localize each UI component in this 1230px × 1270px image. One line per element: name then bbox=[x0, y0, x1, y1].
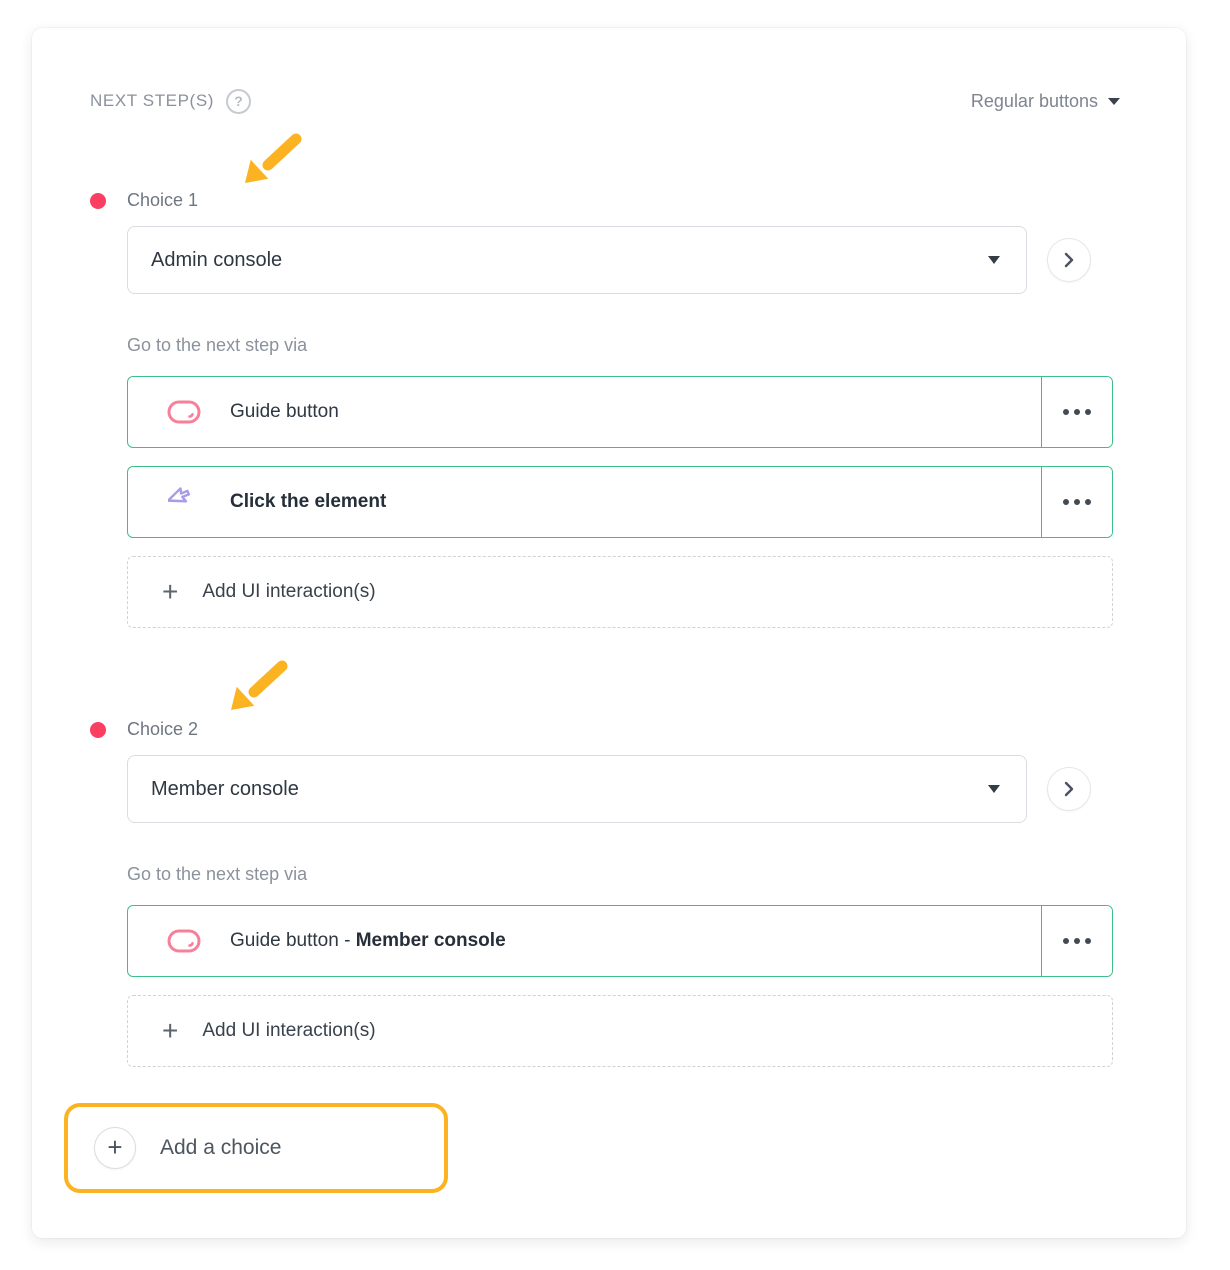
annotation-arrow-icon bbox=[224, 658, 290, 716]
add-ui-interaction-label: Add UI interaction(s) bbox=[202, 581, 376, 602]
choice-1-header bbox=[90, 190, 1186, 211]
interaction-label: Guide button - bbox=[230, 930, 356, 951]
interaction-label-bold: Click the element bbox=[230, 491, 387, 512]
next-steps-panel bbox=[32, 28, 1186, 1238]
choice-dot-icon bbox=[90, 722, 106, 738]
add-ui-interaction-label: Add UI interaction(s) bbox=[202, 1020, 376, 1041]
chevron-down-icon bbox=[988, 256, 1000, 264]
view-mode-label: Regular buttons bbox=[970, 90, 1098, 111]
view-mode-dropdown[interactable] bbox=[971, 91, 1120, 112]
more-options-button[interactable] bbox=[1041, 906, 1112, 976]
ellipsis-icon bbox=[1063, 938, 1091, 944]
choice-2-header bbox=[90, 719, 1186, 740]
chevron-right-icon bbox=[1058, 249, 1080, 271]
more-options-button[interactable] bbox=[1041, 467, 1112, 537]
choice-1-destination-select[interactable] bbox=[127, 226, 1027, 294]
choice-2-destination-select[interactable] bbox=[127, 755, 1027, 823]
interaction-guide-button[interactable] bbox=[128, 377, 1041, 447]
interaction-row-guide-button bbox=[127, 376, 1113, 448]
choice-1-destination-value: Admin console bbox=[151, 248, 283, 271]
ellipsis-icon bbox=[1063, 499, 1091, 505]
add-ui-interaction-button[interactable] bbox=[127, 556, 1113, 628]
guide-button-icon bbox=[166, 398, 202, 426]
choice-2-expand-button[interactable] bbox=[1047, 767, 1091, 811]
add-ui-interaction-button[interactable] bbox=[127, 995, 1113, 1067]
panel-header bbox=[32, 88, 1186, 114]
plus-icon: + bbox=[162, 1015, 179, 1046]
interaction-click-element[interactable] bbox=[128, 467, 1041, 537]
go-to-next-step-label: Go to the next step via bbox=[127, 335, 308, 355]
plus-icon: + bbox=[162, 576, 179, 607]
chevron-down-icon bbox=[988, 785, 1000, 793]
interaction-guide-button-member[interactable] bbox=[128, 906, 1041, 976]
chevron-down-icon bbox=[1108, 98, 1120, 105]
choice-1-expand-button[interactable] bbox=[1047, 238, 1091, 282]
go-to-next-step-label: Go to the next step via bbox=[127, 864, 308, 884]
choice-dot-icon bbox=[90, 193, 106, 209]
panel-title: NEXT STEP(S) bbox=[90, 91, 215, 110]
add-a-choice-button[interactable] bbox=[64, 1103, 448, 1193]
annotation-arrow-icon bbox=[238, 131, 304, 189]
choice-2-destination-value: Member console bbox=[151, 777, 299, 800]
help-icon[interactable]: ? bbox=[226, 89, 251, 114]
ellipsis-icon bbox=[1063, 409, 1091, 415]
interaction-row-click-element bbox=[127, 466, 1113, 538]
chevron-right-icon bbox=[1058, 778, 1080, 800]
choice-2-label: Choice 2 bbox=[127, 719, 199, 739]
plus-circle-icon: + bbox=[94, 1127, 136, 1169]
interaction-row-guide-button-member bbox=[127, 905, 1113, 977]
more-options-button[interactable] bbox=[1041, 377, 1112, 447]
interaction-label: Guide button bbox=[230, 401, 339, 422]
choice-1-label: Choice 1 bbox=[127, 190, 199, 210]
add-a-choice-label: Add a choice bbox=[160, 1136, 282, 1159]
guide-button-icon bbox=[166, 927, 202, 955]
cursor-click-icon bbox=[166, 486, 202, 518]
interaction-label-bold: Member console bbox=[355, 930, 506, 951]
